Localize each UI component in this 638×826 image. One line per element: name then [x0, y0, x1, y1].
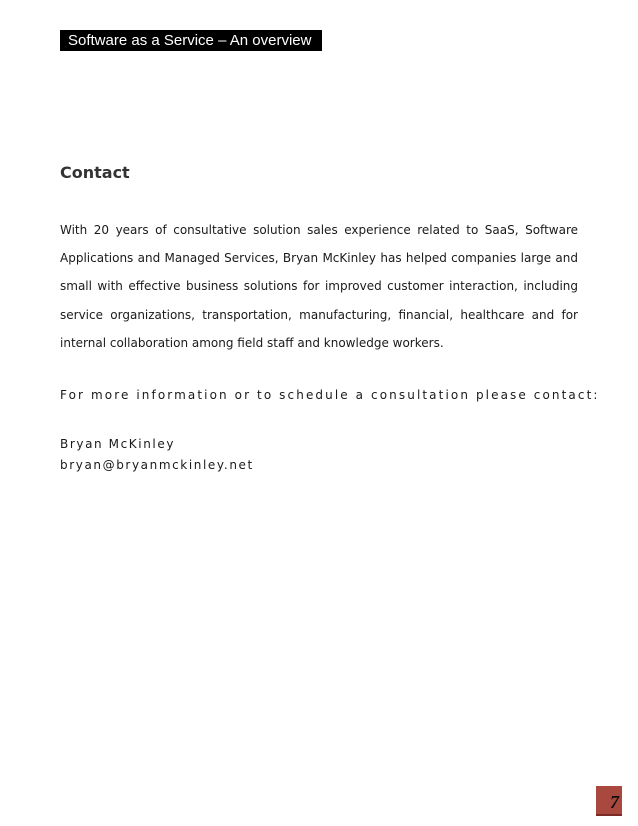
page-number: 7	[610, 792, 619, 812]
contact-name: Bryan McKinley	[60, 437, 176, 451]
contact-email: bryan@bryanmckinley.net	[60, 458, 254, 472]
document-header-banner	[60, 30, 322, 51]
page-number-underline	[596, 814, 622, 816]
section-heading: Contact	[60, 163, 130, 182]
contact-call-to-action: For more information or to schedule a consultation please contact:	[60, 388, 600, 402]
document-title: Software as a Service – An overview	[68, 32, 312, 49]
body-paragraph: With 20 years of consultative solution sales experience related to SaaS, Software Applications and Managed Services, Bryan McKinley has helped companies large and small with effective business solutions for improved customer interaction, including service organizations, transportation, manufacturing, financial, healthcare and for internal collaboration among field staff and knowledge workers.	[60, 223, 578, 350]
page-number-box	[596, 786, 622, 814]
